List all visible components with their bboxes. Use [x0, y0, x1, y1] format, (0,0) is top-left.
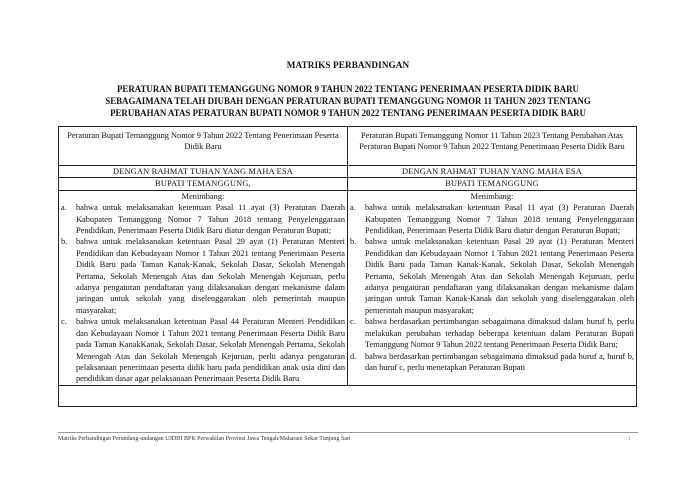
item-text: bahwa berdasarkan pertimbangan sebagaimana dimaksud dalam huruf b, perlu melakukan perubahan terhadap beberapa ketentuan dalam Peraturan Bupati Temanggung Nomor 9 Tahun 2022 tentang Penerimaan Peserta Didik Baru;: [365, 317, 634, 350]
item-text: bahwa berdasarkan pertimbangan sebagaimana dimaksud pada huruf a, huruf b, dan huruf c, perlu menetapkan Peraturan Bupati: [365, 351, 634, 372]
list-item: [350, 202, 634, 236]
list-item: [350, 316, 634, 350]
item-label: c.: [61, 317, 67, 327]
right-menimbang-cell: [348, 190, 637, 385]
item-label: b.: [350, 237, 357, 247]
item-text: bahwa untuk melaksanakan ketentuan Pasal 11 ayat (3) Peraturan Daerah Kabupaten Temanggung Nomor 7 Tahun 2018 tentang Penyelenggaraan Pendidikan, Penerimaan Peserta Didik Baru diatur dengan Peraturan Bupati;: [76, 203, 345, 236]
left-menimbang-label: Menimbang:: [181, 191, 225, 201]
table-row: [59, 166, 636, 178]
comparison-matrix: [58, 126, 637, 407]
item-label: a.: [61, 203, 67, 213]
item-text: bahwa untuk melaksanakan ketentuan Pasal 29 ayat (1) Peraturan Menteri Pendidikan dan Kebudayaan Nomor 1 Tahun 2021 tentang Penerimaan Peserta Didik Baru pada Taman Kanak-Kanak, Sekolah Dasar, Sekolah Menengah Pertama, Sekolah Menengah Atas dan Sekolah Menengah Kejuruan, perlu adanya pengaturan pendaftaran yang dilaksanakan dengan mekanisme dalam jaringan untuk sekolah yang diselenggarakan oleh pemerintah maupun masyarakat;: [76, 237, 345, 315]
item-label: d.: [350, 351, 357, 361]
left-menimbang-cell: [59, 190, 348, 385]
list-item: [350, 351, 634, 374]
list-item: [350, 236, 634, 316]
subtitle-line: PERATURAN BUPATI TEMANGGUNG NOMOR 9 TAHUN 2022 TENTANG PENERIMAAN PESERTA DIDIK BARU: [117, 84, 579, 94]
right-rahmat-cell: DENGAN RAHMAT TUHAN YANG MAHA ESA: [348, 166, 637, 178]
table-header-row: [59, 127, 636, 166]
item-text: bahwa untuk melaksanakan ketentuan Pasal 29 ayat (1) Peraturan Menteri Pendidikan dan Kebudayaan Nomor 1 Tahun 2021 tentang Penerimaan Peserta Didik Baru pada Taman Kanak-Kanak, Sekolah Dasar, Sekolah Menengah Pertama, Sekolah Menengah Atas dan Sekolah Menengah Kejuruan, perlu adanya pengaturan pendaftaran yang dilaksanakan dengan mekanisme dalam jaringan untuk Taman Kanak-Kanak dan sekolah yang diselenggarakan oleh pemerintah maupun masyarakat;: [365, 237, 634, 315]
item-text: bahwa untuk melaksanakan ketentuan Pasal 44 Peraturan Menteri Pendidikan dan Kebudayaan Nomor 1 Tahun 2021 tentang Penerimaan Peserta Didik Baru pada Taman KanakKanak, Sekolah Dasar, Sekolah Menengah Pertama, Sekolah Menengah Atas dan Sekolah Menengah Kejuruan, perlu adanya pengaturan pelaksanaan penerimaan peserta didik baru pada pendidikan anak usia dini dan pendidikan dasar agar pelaksanaan Penerimaan Peserta Didik Baru: [76, 317, 345, 384]
left-column-header: Peraturan Bupati Temanggung Nomor 9 Tahun 2022 Tentang Penerimaan Peserta Didik Baru: [59, 127, 348, 166]
page-footer: Matriks Perbandingan Perundang-undangan UJDIH BPK Perwakilan Provinsi Jawa Tengah/Maharani Sekar Tunjung Sari: [58, 436, 351, 442]
right-menimbang-label: Menimbang:: [470, 191, 514, 201]
right-column-header: Peraturan Bupati Temanggung Nomor 11 Tahun 2023 Tentang Perubahan Atas Peraturan Bupati Nomor 9 Tahun 2022 Tentang Penerimaan Peserta Didik Baru: [348, 127, 637, 166]
item-label: b.: [61, 237, 68, 247]
table-row: [59, 190, 636, 385]
page-number: 1: [628, 436, 631, 442]
footer-divider: [58, 432, 638, 433]
item-text: bahwa untuk melaksanakan ketentuan Pasal 11 ayat (3) Peraturan Daerah Kabupaten Temanggung Nomor 7 Tahun 2018 tentang Penyelenggaraan Pendidikan, Penerimaan Peserta Didik Baru diatur dengan Peraturan Bupati;: [365, 203, 634, 236]
comparison-table: [59, 127, 636, 386]
left-bupati-cell: BUPATI TEMANGGUNG,: [59, 178, 348, 190]
document-title: MATRIKS PERBANDINGAN: [286, 60, 410, 70]
subtitle-line: SEBAGAIMANA TELAH DIUBAH DENGAN PERATURAN BUPATI TEMANGGUNG NOMOR 11 TAHUN 2023 TENTANG: [105, 95, 591, 106]
list-item: [61, 316, 345, 384]
left-rahmat-cell: DENGAN RAHMAT TUHAN YANG MAHA ESA: [59, 166, 348, 178]
table-row: [59, 178, 636, 190]
list-item: [61, 202, 345, 236]
item-label: c.: [350, 317, 356, 327]
right-bupati-cell: BUPATI TEMANGGUNG: [348, 178, 637, 190]
subtitle-line: PERUBAHAN ATAS PERATURAN BUPATI NOMOR 9 TAHUN 2022 TENTANG PENERIMAAN PESERTA DIDIK BARU: [110, 107, 586, 118]
item-label: a.: [350, 203, 356, 213]
list-item: [61, 236, 345, 316]
document-subtitle: [40, 84, 656, 119]
